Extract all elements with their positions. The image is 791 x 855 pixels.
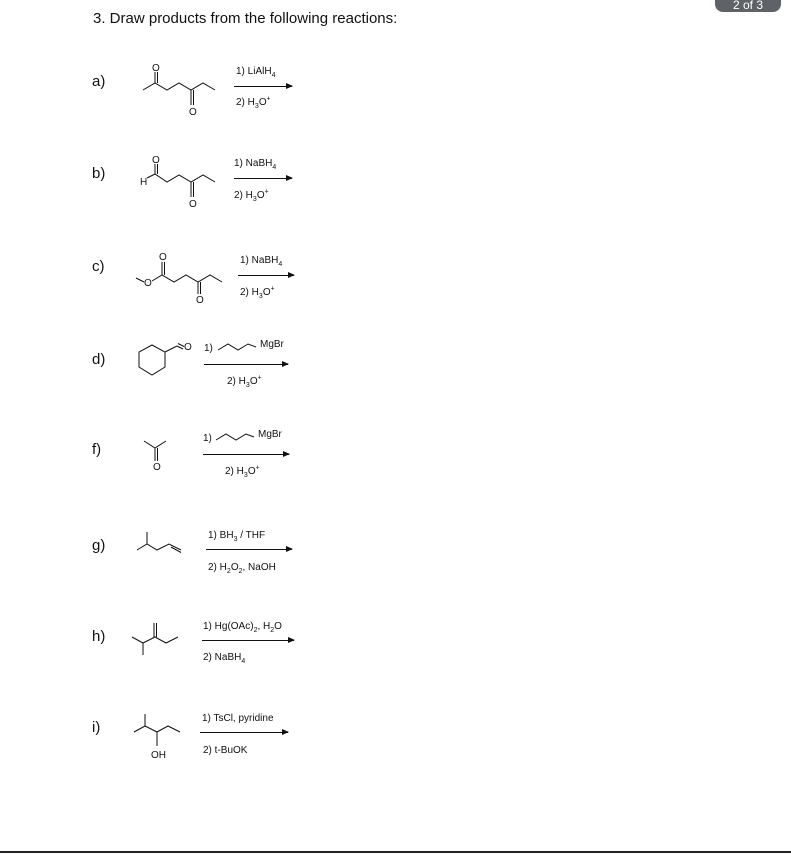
- svg-text:H: H: [140, 177, 148, 188]
- svg-text:O: O: [152, 63, 160, 74]
- reaction-label-h: h): [92, 628, 106, 645]
- reaction-label-d: d): [92, 351, 106, 368]
- molecule-h-alkene: [128, 617, 198, 667]
- reaction-label-b: b): [92, 165, 106, 182]
- page-counter-badge: 2 of 3: [715, 0, 781, 12]
- reaction-label-i: i): [92, 719, 101, 736]
- reagent-g-step2: 2) $H_2O_2$, NaOH: [208, 562, 276, 575]
- butyl-chain-f: [214, 428, 264, 448]
- reaction-label-c: c): [92, 258, 105, 275]
- svg-text:O: O: [159, 252, 167, 263]
- reagent-c-step1: 1) NaBH$_4$: [240, 255, 283, 268]
- reagent-d-mgbr: MgBr: [260, 339, 284, 350]
- reaction-arrow-d: [204, 364, 288, 365]
- reagent-c-step2: 2) $H_3O^+$: [240, 285, 275, 300]
- reaction-arrow-a: [234, 86, 292, 87]
- svg-text:O: O: [184, 342, 192, 353]
- svg-text:O: O: [152, 155, 160, 166]
- reagent-h-step1: 1) $Hg(OAc)_2$, $H_2O$: [203, 621, 282, 634]
- reagent-i-step2: 2) t-BuOK: [203, 745, 248, 756]
- reaction-arrow-g: [206, 549, 292, 550]
- molecule-d-cyclohexanecarbaldehyde: [135, 335, 195, 385]
- svg-text:O: O: [144, 278, 152, 289]
- reaction-label-g: g): [92, 537, 106, 554]
- reagent-i-step1: 1) TsCl, pyridine: [202, 713, 274, 724]
- reagent-a-step2: 2) $H_3O^+$: [236, 95, 271, 110]
- reagent-b-step1: 1) NaBH$_4$: [234, 158, 277, 171]
- svg-text:O: O: [189, 199, 197, 210]
- reaction-arrow-h: [202, 640, 294, 641]
- reagent-d-step1-prefix: 1): [204, 343, 213, 354]
- reaction-arrow-f: [203, 454, 289, 455]
- reagent-f-mgbr: MgBr: [258, 429, 282, 440]
- page-bottom-border: [0, 851, 791, 853]
- reaction-arrow-c: [238, 275, 294, 276]
- reagent-g-step1: 1) $BH_3$ / THF: [208, 530, 266, 543]
- reagent-f-step2: 2) $H_3O^+$: [225, 464, 260, 479]
- molecule-g-alkene: [133, 528, 203, 568]
- reaction-label-a: a): [92, 73, 106, 90]
- reagent-h-step2: 2) NaBH$_4$: [203, 652, 246, 665]
- reagent-b-step2: 2) $H_3O^+$: [234, 188, 269, 203]
- molecule-a-diketone: [135, 60, 225, 140]
- svg-text:OH: OH: [151, 750, 166, 761]
- question-title: 3. Draw products from the following reactions:: [93, 10, 398, 27]
- reagent-f-step1-prefix: 1): [203, 433, 212, 444]
- reagent-a-step1: 1) LiAlH$_4$: [236, 66, 276, 79]
- butyl-chain-d: [216, 338, 266, 358]
- svg-text:O: O: [196, 295, 204, 306]
- reagent-d-step2: 2) $H_3O^+$: [227, 374, 262, 389]
- molecule-b-ketoaldehyde: [135, 152, 225, 232]
- svg-text:O: O: [153, 462, 161, 473]
- molecule-f-acetone: [140, 435, 180, 485]
- molecule-i-alcohol: [130, 710, 200, 765]
- reaction-label-f: f): [92, 441, 102, 458]
- reaction-arrow-b: [234, 178, 292, 179]
- molecule-c-ketoester: [130, 248, 230, 328]
- reaction-arrow-i: [200, 732, 288, 733]
- svg-text:O: O: [189, 107, 197, 118]
